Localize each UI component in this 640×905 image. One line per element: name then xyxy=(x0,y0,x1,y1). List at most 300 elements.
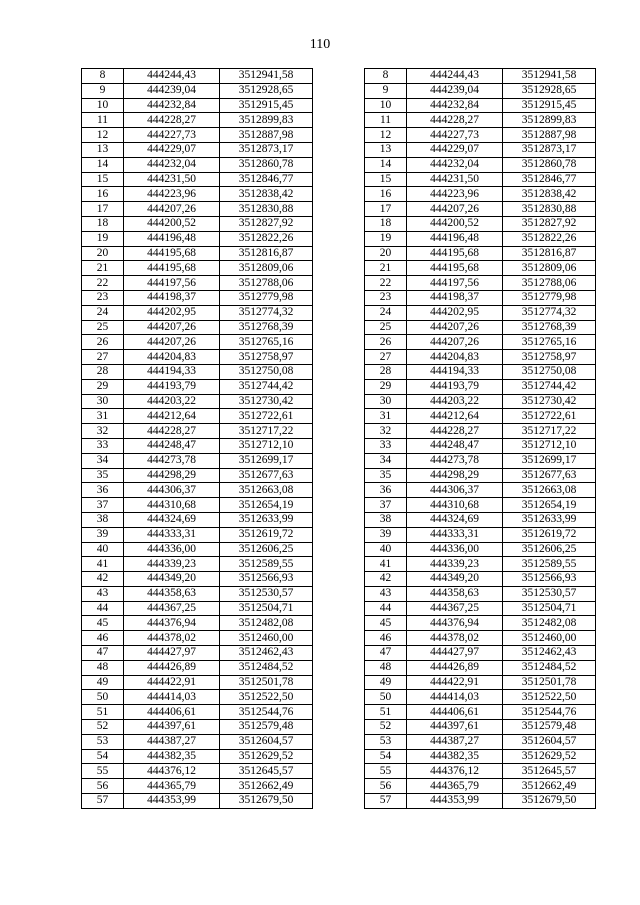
left-y-coordinate-cell: 3512822,26 xyxy=(220,231,313,246)
left-x-coordinate-cell: 444228,27 xyxy=(124,113,220,128)
right-x-coordinate-cell: 444427,97 xyxy=(407,646,503,661)
right-y-coordinate-cell: 3512699,17 xyxy=(503,453,596,468)
left-y-coordinate-cell: 3512941,58 xyxy=(220,69,313,84)
right-x-coordinate-cell: 444229,07 xyxy=(407,142,503,157)
right-y-coordinate-cell: 3512712,10 xyxy=(503,438,596,453)
left-point-number-cell: 45 xyxy=(82,616,124,631)
left-y-coordinate-cell: 3512522,50 xyxy=(220,690,313,705)
right-y-coordinate-cell: 3512846,77 xyxy=(503,172,596,187)
left-x-coordinate-cell: 444232,04 xyxy=(124,157,220,172)
right-x-coordinate-cell: 444426,89 xyxy=(407,660,503,675)
column-gap xyxy=(313,749,365,764)
right-point-number-cell: 30 xyxy=(365,394,407,409)
left-x-coordinate-cell: 444203,22 xyxy=(124,394,220,409)
right-point-number-cell: 52 xyxy=(365,720,407,735)
left-x-coordinate-cell: 444228,27 xyxy=(124,424,220,439)
column-gap xyxy=(313,690,365,705)
table-row xyxy=(82,290,596,305)
left-x-coordinate-cell: 444367,25 xyxy=(124,601,220,616)
left-x-coordinate-cell: 444207,26 xyxy=(124,320,220,335)
table-row xyxy=(82,157,596,172)
table-row xyxy=(82,631,596,646)
right-x-coordinate-cell: 444367,25 xyxy=(407,601,503,616)
right-y-coordinate-cell: 3512460,00 xyxy=(503,631,596,646)
right-y-coordinate-cell: 3512744,42 xyxy=(503,379,596,394)
left-point-number-cell: 36 xyxy=(82,483,124,498)
table-row xyxy=(82,764,596,779)
left-x-coordinate-cell: 444196,48 xyxy=(124,231,220,246)
right-y-coordinate-cell: 3512765,16 xyxy=(503,335,596,350)
right-point-number-cell: 37 xyxy=(365,498,407,513)
right-x-coordinate-cell: 444207,26 xyxy=(407,202,503,217)
column-gap xyxy=(313,320,365,335)
right-point-number-cell: 51 xyxy=(365,705,407,720)
right-point-number-cell: 48 xyxy=(365,660,407,675)
right-y-coordinate-cell: 3512774,32 xyxy=(503,305,596,320)
table-row xyxy=(82,261,596,276)
right-x-coordinate-cell: 444324,69 xyxy=(407,512,503,527)
right-x-coordinate-cell: 444376,12 xyxy=(407,764,503,779)
table-row xyxy=(82,720,596,735)
left-point-number-cell: 52 xyxy=(82,720,124,735)
left-y-coordinate-cell: 3512779,98 xyxy=(220,290,313,305)
right-point-number-cell: 46 xyxy=(365,631,407,646)
right-point-number-cell: 38 xyxy=(365,512,407,527)
left-y-coordinate-cell: 3512663,08 xyxy=(220,483,313,498)
table-row xyxy=(82,483,596,498)
left-point-number-cell: 56 xyxy=(82,779,124,794)
right-x-coordinate-cell: 444204,83 xyxy=(407,350,503,365)
left-x-coordinate-cell: 444239,04 xyxy=(124,83,220,98)
right-y-coordinate-cell: 3512816,87 xyxy=(503,246,596,261)
table-row xyxy=(82,69,596,84)
left-point-number-cell: 51 xyxy=(82,705,124,720)
right-y-coordinate-cell: 3512579,48 xyxy=(503,720,596,735)
left-point-number-cell: 12 xyxy=(82,128,124,143)
column-gap xyxy=(313,379,365,394)
left-point-number-cell: 21 xyxy=(82,261,124,276)
left-y-coordinate-cell: 3512788,06 xyxy=(220,276,313,291)
left-point-number-cell: 28 xyxy=(82,364,124,379)
right-point-number-cell: 29 xyxy=(365,379,407,394)
left-point-number-cell: 50 xyxy=(82,690,124,705)
right-point-number-cell: 56 xyxy=(365,779,407,794)
column-gap xyxy=(313,364,365,379)
table-row xyxy=(82,172,596,187)
left-point-number-cell: 49 xyxy=(82,675,124,690)
left-x-coordinate-cell: 444376,12 xyxy=(124,764,220,779)
right-y-coordinate-cell: 3512619,72 xyxy=(503,527,596,542)
right-point-number-cell: 36 xyxy=(365,483,407,498)
column-gap xyxy=(313,98,365,113)
right-x-coordinate-cell: 444353,99 xyxy=(407,794,503,809)
left-y-coordinate-cell: 3512768,39 xyxy=(220,320,313,335)
left-point-number-cell: 55 xyxy=(82,764,124,779)
page-number: 110 xyxy=(309,37,331,52)
right-y-coordinate-cell: 3512662,49 xyxy=(503,779,596,794)
right-x-coordinate-cell: 444397,61 xyxy=(407,720,503,735)
left-y-coordinate-cell: 3512750,08 xyxy=(220,364,313,379)
table-row xyxy=(82,305,596,320)
right-x-coordinate-cell: 444203,22 xyxy=(407,394,503,409)
right-point-number-cell: 41 xyxy=(365,557,407,572)
left-point-number-cell: 40 xyxy=(82,542,124,557)
right-x-coordinate-cell: 444239,04 xyxy=(407,83,503,98)
left-x-coordinate-cell: 444244,43 xyxy=(124,69,220,84)
left-x-coordinate-cell: 444200,52 xyxy=(124,216,220,231)
right-point-number-cell: 17 xyxy=(365,202,407,217)
table-row xyxy=(82,335,596,350)
left-x-coordinate-cell: 444336,00 xyxy=(124,542,220,557)
left-x-coordinate-cell: 444298,29 xyxy=(124,468,220,483)
right-point-number-cell: 14 xyxy=(365,157,407,172)
right-point-number-cell: 8 xyxy=(365,69,407,84)
table-row xyxy=(82,675,596,690)
right-point-number-cell: 55 xyxy=(365,764,407,779)
table-row xyxy=(82,424,596,439)
left-x-coordinate-cell: 444202,95 xyxy=(124,305,220,320)
left-x-coordinate-cell: 444231,50 xyxy=(124,172,220,187)
table-row xyxy=(82,98,596,113)
table-row xyxy=(82,379,596,394)
right-y-coordinate-cell: 3512679,50 xyxy=(503,794,596,809)
right-x-coordinate-cell: 444207,26 xyxy=(407,320,503,335)
column-gap xyxy=(313,261,365,276)
right-point-number-cell: 27 xyxy=(365,350,407,365)
right-x-coordinate-cell: 444310,68 xyxy=(407,498,503,513)
left-point-number-cell: 11 xyxy=(82,113,124,128)
left-y-coordinate-cell: 3512677,63 xyxy=(220,468,313,483)
right-x-coordinate-cell: 444365,79 xyxy=(407,779,503,794)
right-x-coordinate-cell: 444194,33 xyxy=(407,364,503,379)
column-gap xyxy=(313,705,365,720)
column-gap xyxy=(313,335,365,350)
right-point-number-cell: 10 xyxy=(365,98,407,113)
table-row xyxy=(82,527,596,542)
left-x-coordinate-cell: 444195,68 xyxy=(124,261,220,276)
left-x-coordinate-cell: 444198,37 xyxy=(124,290,220,305)
left-point-number-cell: 37 xyxy=(82,498,124,513)
left-y-coordinate-cell: 3512699,17 xyxy=(220,453,313,468)
right-y-coordinate-cell: 3512501,78 xyxy=(503,675,596,690)
table-row xyxy=(82,364,596,379)
table-row xyxy=(82,438,596,453)
right-point-number-cell: 42 xyxy=(365,572,407,587)
right-x-coordinate-cell: 444232,84 xyxy=(407,98,503,113)
left-y-coordinate-cell: 3512722,61 xyxy=(220,409,313,424)
column-gap xyxy=(313,438,365,453)
left-y-coordinate-cell: 3512765,16 xyxy=(220,335,313,350)
left-x-coordinate-cell: 444223,96 xyxy=(124,187,220,202)
right-y-coordinate-cell: 3512860,78 xyxy=(503,157,596,172)
right-point-number-cell: 44 xyxy=(365,601,407,616)
right-y-coordinate-cell: 3512544,76 xyxy=(503,705,596,720)
right-x-coordinate-cell: 444228,27 xyxy=(407,113,503,128)
left-x-coordinate-cell: 444422,91 xyxy=(124,675,220,690)
left-point-number-cell: 26 xyxy=(82,335,124,350)
right-point-number-cell: 32 xyxy=(365,424,407,439)
table-row xyxy=(82,779,596,794)
left-y-coordinate-cell: 3512758,97 xyxy=(220,350,313,365)
left-point-number-cell: 41 xyxy=(82,557,124,572)
table-row xyxy=(82,794,596,809)
right-point-number-cell: 13 xyxy=(365,142,407,157)
right-x-coordinate-cell: 444339,23 xyxy=(407,557,503,572)
column-gap xyxy=(313,527,365,542)
column-gap xyxy=(313,468,365,483)
left-x-coordinate-cell: 444310,68 xyxy=(124,498,220,513)
column-gap xyxy=(313,660,365,675)
left-x-coordinate-cell: 444229,07 xyxy=(124,142,220,157)
right-x-coordinate-cell: 444228,27 xyxy=(407,424,503,439)
table-row xyxy=(82,468,596,483)
right-x-coordinate-cell: 444387,27 xyxy=(407,734,503,749)
left-x-coordinate-cell: 444339,23 xyxy=(124,557,220,572)
left-point-number-cell: 35 xyxy=(82,468,124,483)
left-point-number-cell: 34 xyxy=(82,453,124,468)
left-point-number-cell: 47 xyxy=(82,646,124,661)
left-point-number-cell: 57 xyxy=(82,794,124,809)
left-point-number-cell: 43 xyxy=(82,586,124,601)
left-x-coordinate-cell: 444195,68 xyxy=(124,246,220,261)
left-x-coordinate-cell: 444427,97 xyxy=(124,646,220,661)
left-x-coordinate-cell: 444207,26 xyxy=(124,202,220,217)
left-point-number-cell: 32 xyxy=(82,424,124,439)
right-x-coordinate-cell: 444414,03 xyxy=(407,690,503,705)
right-x-coordinate-cell: 444298,29 xyxy=(407,468,503,483)
left-point-number-cell: 46 xyxy=(82,631,124,646)
left-x-coordinate-cell: 444376,94 xyxy=(124,616,220,631)
column-gap xyxy=(313,172,365,187)
right-y-coordinate-cell: 3512677,63 xyxy=(503,468,596,483)
right-y-coordinate-cell: 3512566,93 xyxy=(503,572,596,587)
right-y-coordinate-cell: 3512750,08 xyxy=(503,364,596,379)
left-x-coordinate-cell: 444248,47 xyxy=(124,438,220,453)
right-y-coordinate-cell: 3512482,08 xyxy=(503,616,596,631)
table-row xyxy=(82,187,596,202)
right-point-number-cell: 9 xyxy=(365,83,407,98)
left-x-coordinate-cell: 444387,27 xyxy=(124,734,220,749)
left-point-number-cell: 33 xyxy=(82,438,124,453)
right-x-coordinate-cell: 444422,91 xyxy=(407,675,503,690)
left-y-coordinate-cell: 3512579,48 xyxy=(220,720,313,735)
table-row xyxy=(82,705,596,720)
left-point-number-cell: 9 xyxy=(82,83,124,98)
column-gap xyxy=(313,542,365,557)
table-row xyxy=(82,690,596,705)
column-gap xyxy=(313,128,365,143)
left-x-coordinate-cell: 444232,84 xyxy=(124,98,220,113)
left-x-coordinate-cell: 444227,73 xyxy=(124,128,220,143)
left-point-number-cell: 31 xyxy=(82,409,124,424)
right-x-coordinate-cell: 444406,61 xyxy=(407,705,503,720)
left-y-coordinate-cell: 3512809,06 xyxy=(220,261,313,276)
column-gap xyxy=(313,586,365,601)
right-x-coordinate-cell: 444212,64 xyxy=(407,409,503,424)
right-y-coordinate-cell: 3512717,22 xyxy=(503,424,596,439)
right-y-coordinate-cell: 3512887,98 xyxy=(503,128,596,143)
table-row xyxy=(82,320,596,335)
left-x-coordinate-cell: 444212,64 xyxy=(124,409,220,424)
column-gap xyxy=(313,794,365,809)
table-row xyxy=(82,542,596,557)
column-gap xyxy=(313,453,365,468)
table-row xyxy=(82,498,596,513)
table-row xyxy=(82,734,596,749)
left-y-coordinate-cell: 3512662,49 xyxy=(220,779,313,794)
table-row xyxy=(82,83,596,98)
column-gap xyxy=(313,157,365,172)
left-point-number-cell: 8 xyxy=(82,69,124,84)
right-y-coordinate-cell: 3512606,25 xyxy=(503,542,596,557)
column-gap xyxy=(313,305,365,320)
left-point-number-cell: 23 xyxy=(82,290,124,305)
right-x-coordinate-cell: 444382,35 xyxy=(407,749,503,764)
left-x-coordinate-cell: 444382,35 xyxy=(124,749,220,764)
table-row xyxy=(82,216,596,231)
right-y-coordinate-cell: 3512899,83 xyxy=(503,113,596,128)
left-y-coordinate-cell: 3512633,99 xyxy=(220,512,313,527)
left-x-coordinate-cell: 444324,69 xyxy=(124,512,220,527)
column-gap xyxy=(313,720,365,735)
right-y-coordinate-cell: 3512645,57 xyxy=(503,764,596,779)
table-row xyxy=(82,660,596,675)
column-gap xyxy=(313,409,365,424)
left-point-number-cell: 10 xyxy=(82,98,124,113)
left-point-number-cell: 19 xyxy=(82,231,124,246)
column-gap xyxy=(313,646,365,661)
left-y-coordinate-cell: 3512887,98 xyxy=(220,128,313,143)
left-x-coordinate-cell: 444353,99 xyxy=(124,794,220,809)
left-point-number-cell: 20 xyxy=(82,246,124,261)
right-x-coordinate-cell: 444333,31 xyxy=(407,527,503,542)
left-point-number-cell: 29 xyxy=(82,379,124,394)
left-point-number-cell: 15 xyxy=(82,172,124,187)
right-x-coordinate-cell: 444232,04 xyxy=(407,157,503,172)
right-x-coordinate-cell: 444231,50 xyxy=(407,172,503,187)
table-row xyxy=(82,128,596,143)
left-y-coordinate-cell: 3512730,42 xyxy=(220,394,313,409)
right-point-number-cell: 26 xyxy=(365,335,407,350)
right-point-number-cell: 33 xyxy=(365,438,407,453)
column-gap xyxy=(313,142,365,157)
right-x-coordinate-cell: 444273,78 xyxy=(407,453,503,468)
left-point-number-cell: 13 xyxy=(82,142,124,157)
table-row xyxy=(82,113,596,128)
left-y-coordinate-cell: 3512482,08 xyxy=(220,616,313,631)
left-y-coordinate-cell: 3512462,43 xyxy=(220,646,313,661)
column-gap xyxy=(313,631,365,646)
left-y-coordinate-cell: 3512460,00 xyxy=(220,631,313,646)
left-y-coordinate-cell: 3512604,57 xyxy=(220,734,313,749)
column-gap xyxy=(313,350,365,365)
left-y-coordinate-cell: 3512838,42 xyxy=(220,187,313,202)
right-x-coordinate-cell: 444358,63 xyxy=(407,586,503,601)
table-row xyxy=(82,616,596,631)
left-y-coordinate-cell: 3512899,83 xyxy=(220,113,313,128)
right-point-number-cell: 11 xyxy=(365,113,407,128)
column-gap xyxy=(313,512,365,527)
right-point-number-cell: 12 xyxy=(365,128,407,143)
coordinates-table xyxy=(81,68,596,809)
right-y-coordinate-cell: 3512504,71 xyxy=(503,601,596,616)
right-point-number-cell: 18 xyxy=(365,216,407,231)
right-y-coordinate-cell: 3512654,19 xyxy=(503,498,596,513)
left-y-coordinate-cell: 3512774,32 xyxy=(220,305,313,320)
right-y-coordinate-cell: 3512830,88 xyxy=(503,202,596,217)
right-x-coordinate-cell: 444306,37 xyxy=(407,483,503,498)
right-y-coordinate-cell: 3512730,42 xyxy=(503,394,596,409)
table-row xyxy=(82,142,596,157)
column-gap xyxy=(313,187,365,202)
left-y-coordinate-cell: 3512484,52 xyxy=(220,660,313,675)
right-point-number-cell: 35 xyxy=(365,468,407,483)
right-point-number-cell: 25 xyxy=(365,320,407,335)
right-y-coordinate-cell: 3512873,17 xyxy=(503,142,596,157)
left-point-number-cell: 42 xyxy=(82,572,124,587)
left-x-coordinate-cell: 444273,78 xyxy=(124,453,220,468)
left-y-coordinate-cell: 3512860,78 xyxy=(220,157,313,172)
right-y-coordinate-cell: 3512629,52 xyxy=(503,749,596,764)
right-point-number-cell: 49 xyxy=(365,675,407,690)
left-y-coordinate-cell: 3512654,19 xyxy=(220,498,313,513)
right-x-coordinate-cell: 444196,48 xyxy=(407,231,503,246)
column-gap xyxy=(313,483,365,498)
left-point-number-cell: 53 xyxy=(82,734,124,749)
right-x-coordinate-cell: 444378,02 xyxy=(407,631,503,646)
left-y-coordinate-cell: 3512504,71 xyxy=(220,601,313,616)
right-point-number-cell: 21 xyxy=(365,261,407,276)
right-x-coordinate-cell: 444193,79 xyxy=(407,379,503,394)
left-point-number-cell: 48 xyxy=(82,660,124,675)
left-y-coordinate-cell: 3512501,78 xyxy=(220,675,313,690)
left-point-number-cell: 54 xyxy=(82,749,124,764)
right-x-coordinate-cell: 444195,68 xyxy=(407,246,503,261)
column-gap xyxy=(313,113,365,128)
left-y-coordinate-cell: 3512544,76 xyxy=(220,705,313,720)
left-point-number-cell: 24 xyxy=(82,305,124,320)
right-x-coordinate-cell: 444200,52 xyxy=(407,216,503,231)
table-row xyxy=(82,276,596,291)
right-y-coordinate-cell: 3512462,43 xyxy=(503,646,596,661)
left-y-coordinate-cell: 3512619,72 xyxy=(220,527,313,542)
column-gap xyxy=(313,557,365,572)
column-gap xyxy=(313,616,365,631)
right-point-number-cell: 19 xyxy=(365,231,407,246)
right-y-coordinate-cell: 3512484,52 xyxy=(503,660,596,675)
right-point-number-cell: 54 xyxy=(365,749,407,764)
column-gap xyxy=(313,498,365,513)
column-gap xyxy=(313,231,365,246)
left-x-coordinate-cell: 444426,89 xyxy=(124,660,220,675)
right-x-coordinate-cell: 444195,68 xyxy=(407,261,503,276)
left-y-coordinate-cell: 3512744,42 xyxy=(220,379,313,394)
table-row xyxy=(82,453,596,468)
right-y-coordinate-cell: 3512604,57 xyxy=(503,734,596,749)
table-row xyxy=(82,394,596,409)
right-x-coordinate-cell: 444227,73 xyxy=(407,128,503,143)
right-x-coordinate-cell: 444197,56 xyxy=(407,276,503,291)
column-gap xyxy=(313,734,365,749)
right-point-number-cell: 45 xyxy=(365,616,407,631)
left-y-coordinate-cell: 3512566,93 xyxy=(220,572,313,587)
table-row xyxy=(82,512,596,527)
left-y-coordinate-cell: 3512606,25 xyxy=(220,542,313,557)
left-point-number-cell: 38 xyxy=(82,512,124,527)
right-point-number-cell: 31 xyxy=(365,409,407,424)
column-gap xyxy=(313,69,365,84)
left-x-coordinate-cell: 444397,61 xyxy=(124,720,220,735)
